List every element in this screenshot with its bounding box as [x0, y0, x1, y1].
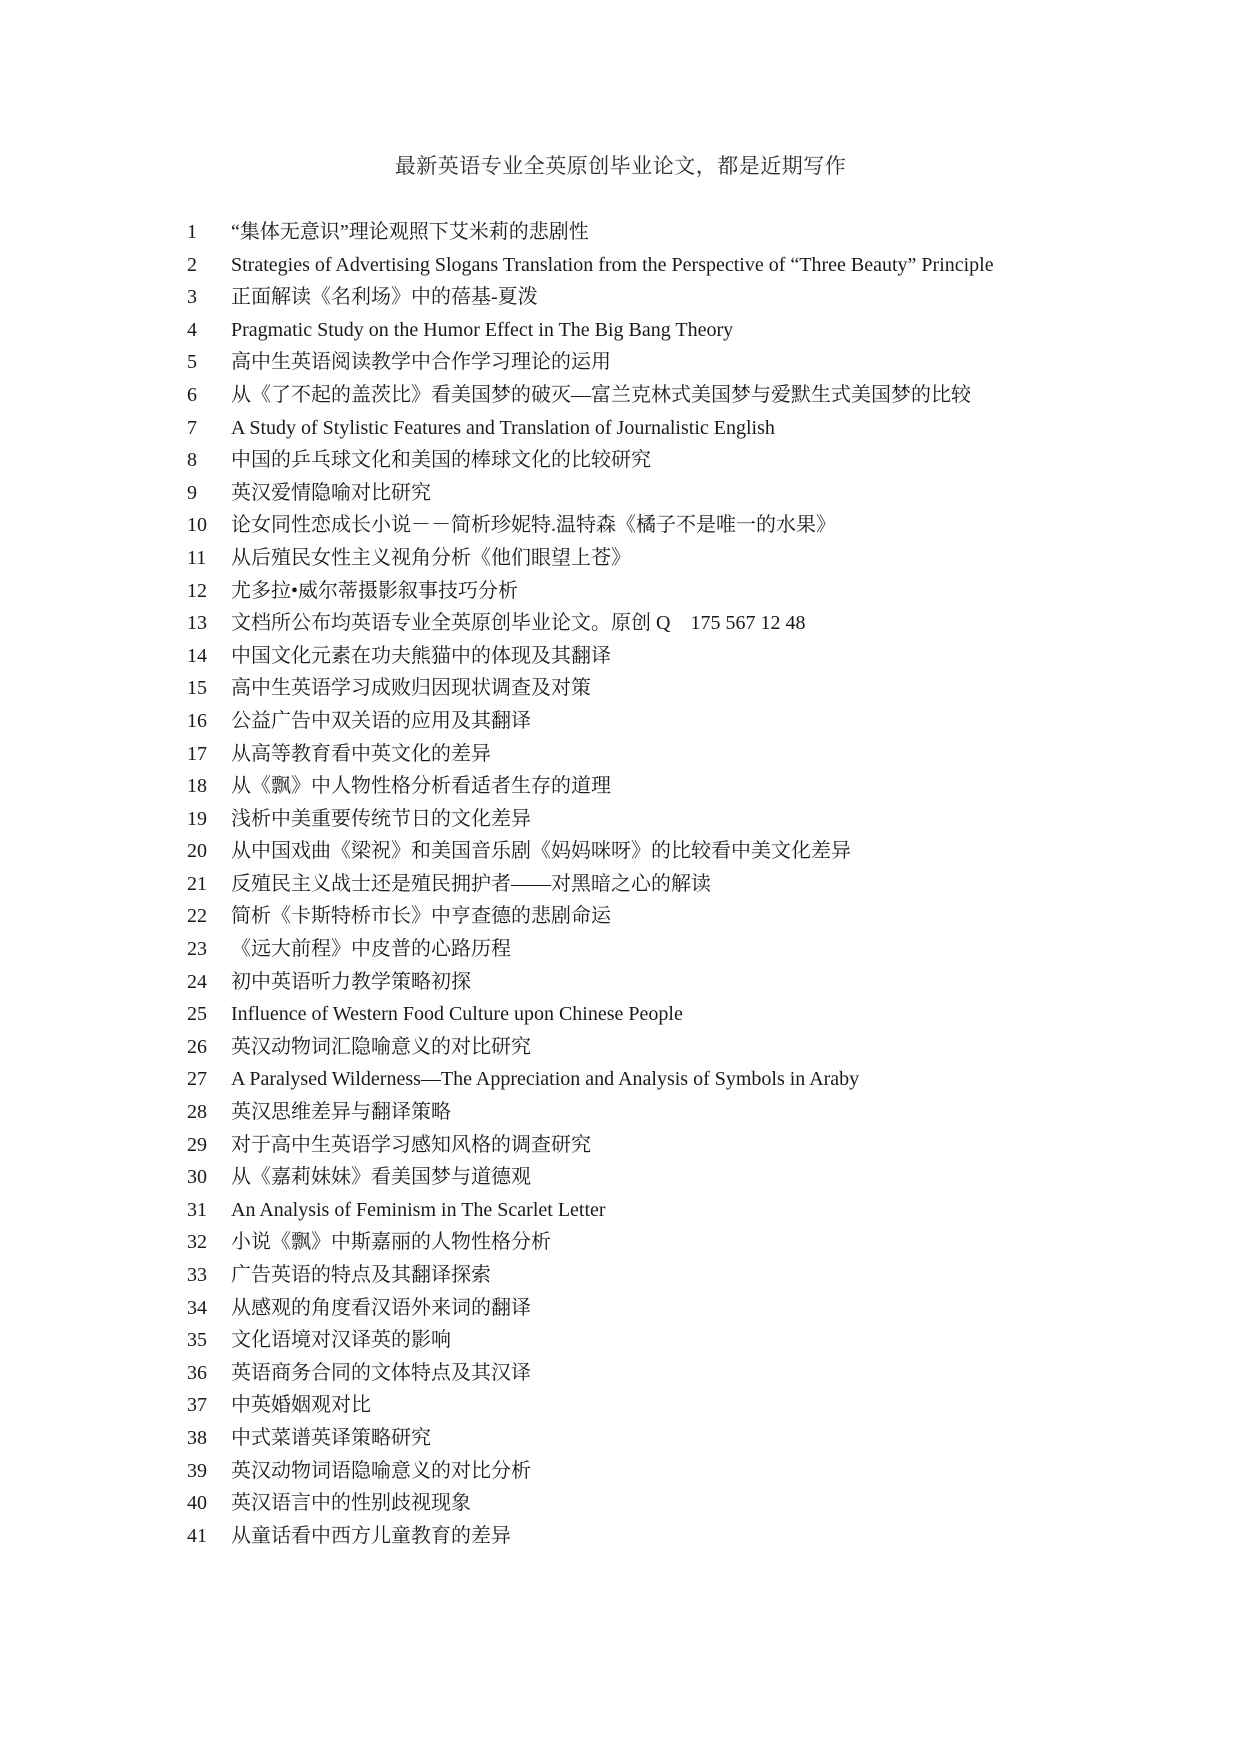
document-title: 最新英语专业全英原创毕业论文，都是近期写作	[394, 154, 847, 178]
list-item	[187, 770, 1057, 803]
item-title: 文化语境对汉译英的影响	[231, 1329, 451, 1352]
list-item	[187, 933, 1057, 966]
item-number: 35	[187, 1329, 207, 1352]
item-number: 9	[187, 481, 197, 504]
list-item	[187, 607, 1057, 640]
item-title: 从童话看中西方儿童教育的差异	[231, 1524, 511, 1547]
item-number: 40	[187, 1492, 207, 1515]
item-number: 20	[187, 840, 207, 863]
list-item	[187, 314, 1057, 347]
item-title: 英汉动物词汇隐喻意义的对比研究	[231, 1035, 531, 1058]
item-title: 英汉思维差异与翻译策略	[231, 1101, 451, 1124]
item-number: 15	[187, 677, 207, 700]
list-item	[187, 1324, 1057, 1357]
list-item	[187, 281, 1057, 314]
item-number: 28	[187, 1101, 207, 1124]
item-number: 1	[187, 221, 197, 243]
item-number: 39	[187, 1459, 207, 1482]
list-item	[187, 346, 1057, 379]
list-item	[187, 966, 1057, 999]
list-item	[187, 1357, 1057, 1390]
item-number: 10	[187, 514, 207, 537]
list-item	[187, 1389, 1057, 1422]
item-title: 英汉语言中的性别歧视现象	[231, 1492, 471, 1515]
item-title: 中国的乒乓球文化和美国的棒球文化的比较研究	[231, 449, 651, 472]
item-number: 6	[187, 383, 197, 406]
item-number: 37	[187, 1394, 207, 1417]
list-item	[187, 835, 1057, 868]
item-title: 小说《飘》中斯嘉丽的人物性格分析	[231, 1231, 551, 1254]
item-number: 23	[187, 938, 207, 961]
list-item	[187, 1422, 1057, 1455]
list-item	[187, 868, 1057, 901]
item-number: 8	[187, 449, 197, 472]
item-title: 从感观的角度看汉语外来词的翻译	[231, 1296, 531, 1319]
list-item	[187, 1455, 1057, 1488]
list-item	[187, 444, 1057, 477]
item-title: 英汉爱情隐喻对比研究	[231, 481, 431, 504]
item-title: 《远大前程》中皮普的心路历程	[231, 938, 511, 961]
list-item	[187, 1161, 1057, 1194]
item-number: 19	[187, 807, 207, 830]
item-title: 高中生英语学习成败归因现状调查及对策	[231, 677, 591, 700]
item-number: 30	[187, 1166, 207, 1189]
item-title: 从《飘》中人物性格分析看适者生存的道理	[231, 775, 611, 798]
item-title: A Paralysed Wilderness—The Appreciation and Analysis of Symbols in Araby	[231, 1068, 860, 1091]
list-item	[187, 640, 1057, 673]
item-number: 32	[187, 1231, 207, 1254]
item-number: 4	[187, 318, 197, 341]
item-number: 27	[187, 1068, 207, 1091]
list-item	[187, 575, 1057, 608]
item-title: 文档所公布均英语专业全英原创毕业论文。原创 Q 175 567 12 48	[231, 612, 806, 635]
list-item	[187, 1063, 1057, 1096]
list-item	[187, 705, 1057, 738]
item-title: Pragmatic Study on the Humor Effect in The Big Bang Theory	[231, 318, 734, 341]
item-title: 对于高中生英语学习感知风格的调查研究	[231, 1133, 591, 1156]
list-item	[187, 672, 1057, 705]
item-number: 13	[187, 612, 207, 635]
item-number: 33	[187, 1264, 207, 1286]
list-item	[187, 1096, 1057, 1129]
list-item	[187, 412, 1057, 445]
item-title: 简析《卡斯特桥市长》中亨查德的悲剧命运	[231, 905, 611, 928]
list-item	[187, 216, 1057, 249]
item-number: 12	[187, 579, 207, 602]
item-title: 广告英语的特点及其翻译探索	[231, 1264, 491, 1286]
item-title: Influence of Western Food Culture upon Chinese People	[231, 1003, 683, 1026]
item-title: 英语商务合同的文体特点及其汉译	[231, 1361, 531, 1384]
item-number: 26	[187, 1035, 207, 1058]
list-item	[187, 249, 1057, 282]
item-title: 论女同性恋成长小说－－简析珍妮特.温特森《橘子不是唯一的水果》	[231, 514, 836, 537]
list-item	[187, 1292, 1057, 1325]
list-item	[187, 477, 1057, 510]
item-number: 7	[187, 416, 197, 439]
item-title: 英汉动物词语隐喻意义的对比分析	[231, 1459, 531, 1482]
item-number: 31	[187, 1198, 207, 1221]
list-item	[187, 1194, 1057, 1227]
item-title: 初中英语听力教学策略初探	[231, 970, 471, 993]
item-number: 17	[187, 742, 207, 765]
list-item	[187, 542, 1057, 575]
item-number: 21	[187, 872, 207, 895]
item-title: A Study of Stylistic Features and Translation of Journalistic English	[231, 416, 775, 439]
item-title: Strategies of Advertising Slogans Translation from the Perspective of “Three Beauty” Principle	[231, 253, 994, 276]
list-item	[187, 509, 1057, 542]
item-number: 14	[187, 644, 207, 667]
item-number: 22	[187, 905, 207, 928]
item-number: 16	[187, 709, 207, 732]
item-number: 29	[187, 1133, 207, 1156]
list-item	[187, 1487, 1057, 1520]
list-item	[187, 379, 1057, 412]
item-number: 25	[187, 1003, 207, 1026]
item-number: 3	[187, 286, 197, 309]
item-number: 5	[187, 351, 197, 374]
list-item	[187, 1259, 1057, 1292]
item-number: 38	[187, 1426, 207, 1449]
item-number: 41	[187, 1524, 207, 1547]
item-title: 中英婚姻观对比	[231, 1394, 371, 1417]
list-item	[187, 998, 1057, 1031]
item-title: “集体无意识”理论观照下艾米莉的悲剧性	[231, 221, 589, 243]
item-title: An Analysis of Feminism in The Scarlet Letter	[231, 1198, 606, 1221]
item-title: 从中国戏曲《梁祝》和美国音乐剧《妈妈咪呀》的比较看中美文化差异	[231, 840, 851, 863]
list-item	[187, 803, 1057, 836]
list-item	[187, 1226, 1057, 1259]
item-title: 尤多拉•威尔蒂摄影叙事技巧分析	[231, 579, 519, 602]
item-number: 11	[187, 546, 207, 569]
item-title: 公益广告中双关语的应用及其翻译	[231, 709, 531, 732]
item-number: 2	[187, 253, 197, 276]
item-title: 浅析中美重要传统节日的文化差异	[231, 807, 531, 830]
item-number: 34	[187, 1296, 207, 1319]
list-item	[187, 1031, 1057, 1064]
list-item	[187, 900, 1057, 933]
item-title: 正面解读《名利场》中的蓓基-夏泼	[231, 286, 538, 309]
item-title: 从《嘉莉妹妹》看美国梦与道德观	[231, 1166, 531, 1189]
item-title: 中式菜谱英译策略研究	[231, 1426, 431, 1449]
list-item	[187, 1520, 1057, 1553]
item-number: 36	[187, 1361, 207, 1384]
list-item	[187, 1129, 1057, 1162]
item-title: 反殖民主义战士还是殖民拥护者——对黑暗之心的解读	[231, 872, 711, 895]
item-number: 24	[187, 970, 207, 993]
list-item	[187, 738, 1057, 771]
item-title: 中国文化元素在功夫熊猫中的体现及其翻译	[231, 644, 611, 667]
thesis-topic-list	[187, 216, 1057, 1552]
item-title: 从后殖民女性主义视角分析《他们眼望上苍》	[231, 546, 631, 569]
item-title: 高中生英语阅读教学中合作学习理论的运用	[231, 351, 611, 374]
item-title: 从《了不起的盖茨比》看美国梦的破灭—富兰克林式美国梦与爱默生式美国梦的比较	[231, 383, 971, 406]
item-number: 18	[187, 775, 207, 798]
item-title: 从高等教育看中英文化的差异	[231, 742, 491, 765]
